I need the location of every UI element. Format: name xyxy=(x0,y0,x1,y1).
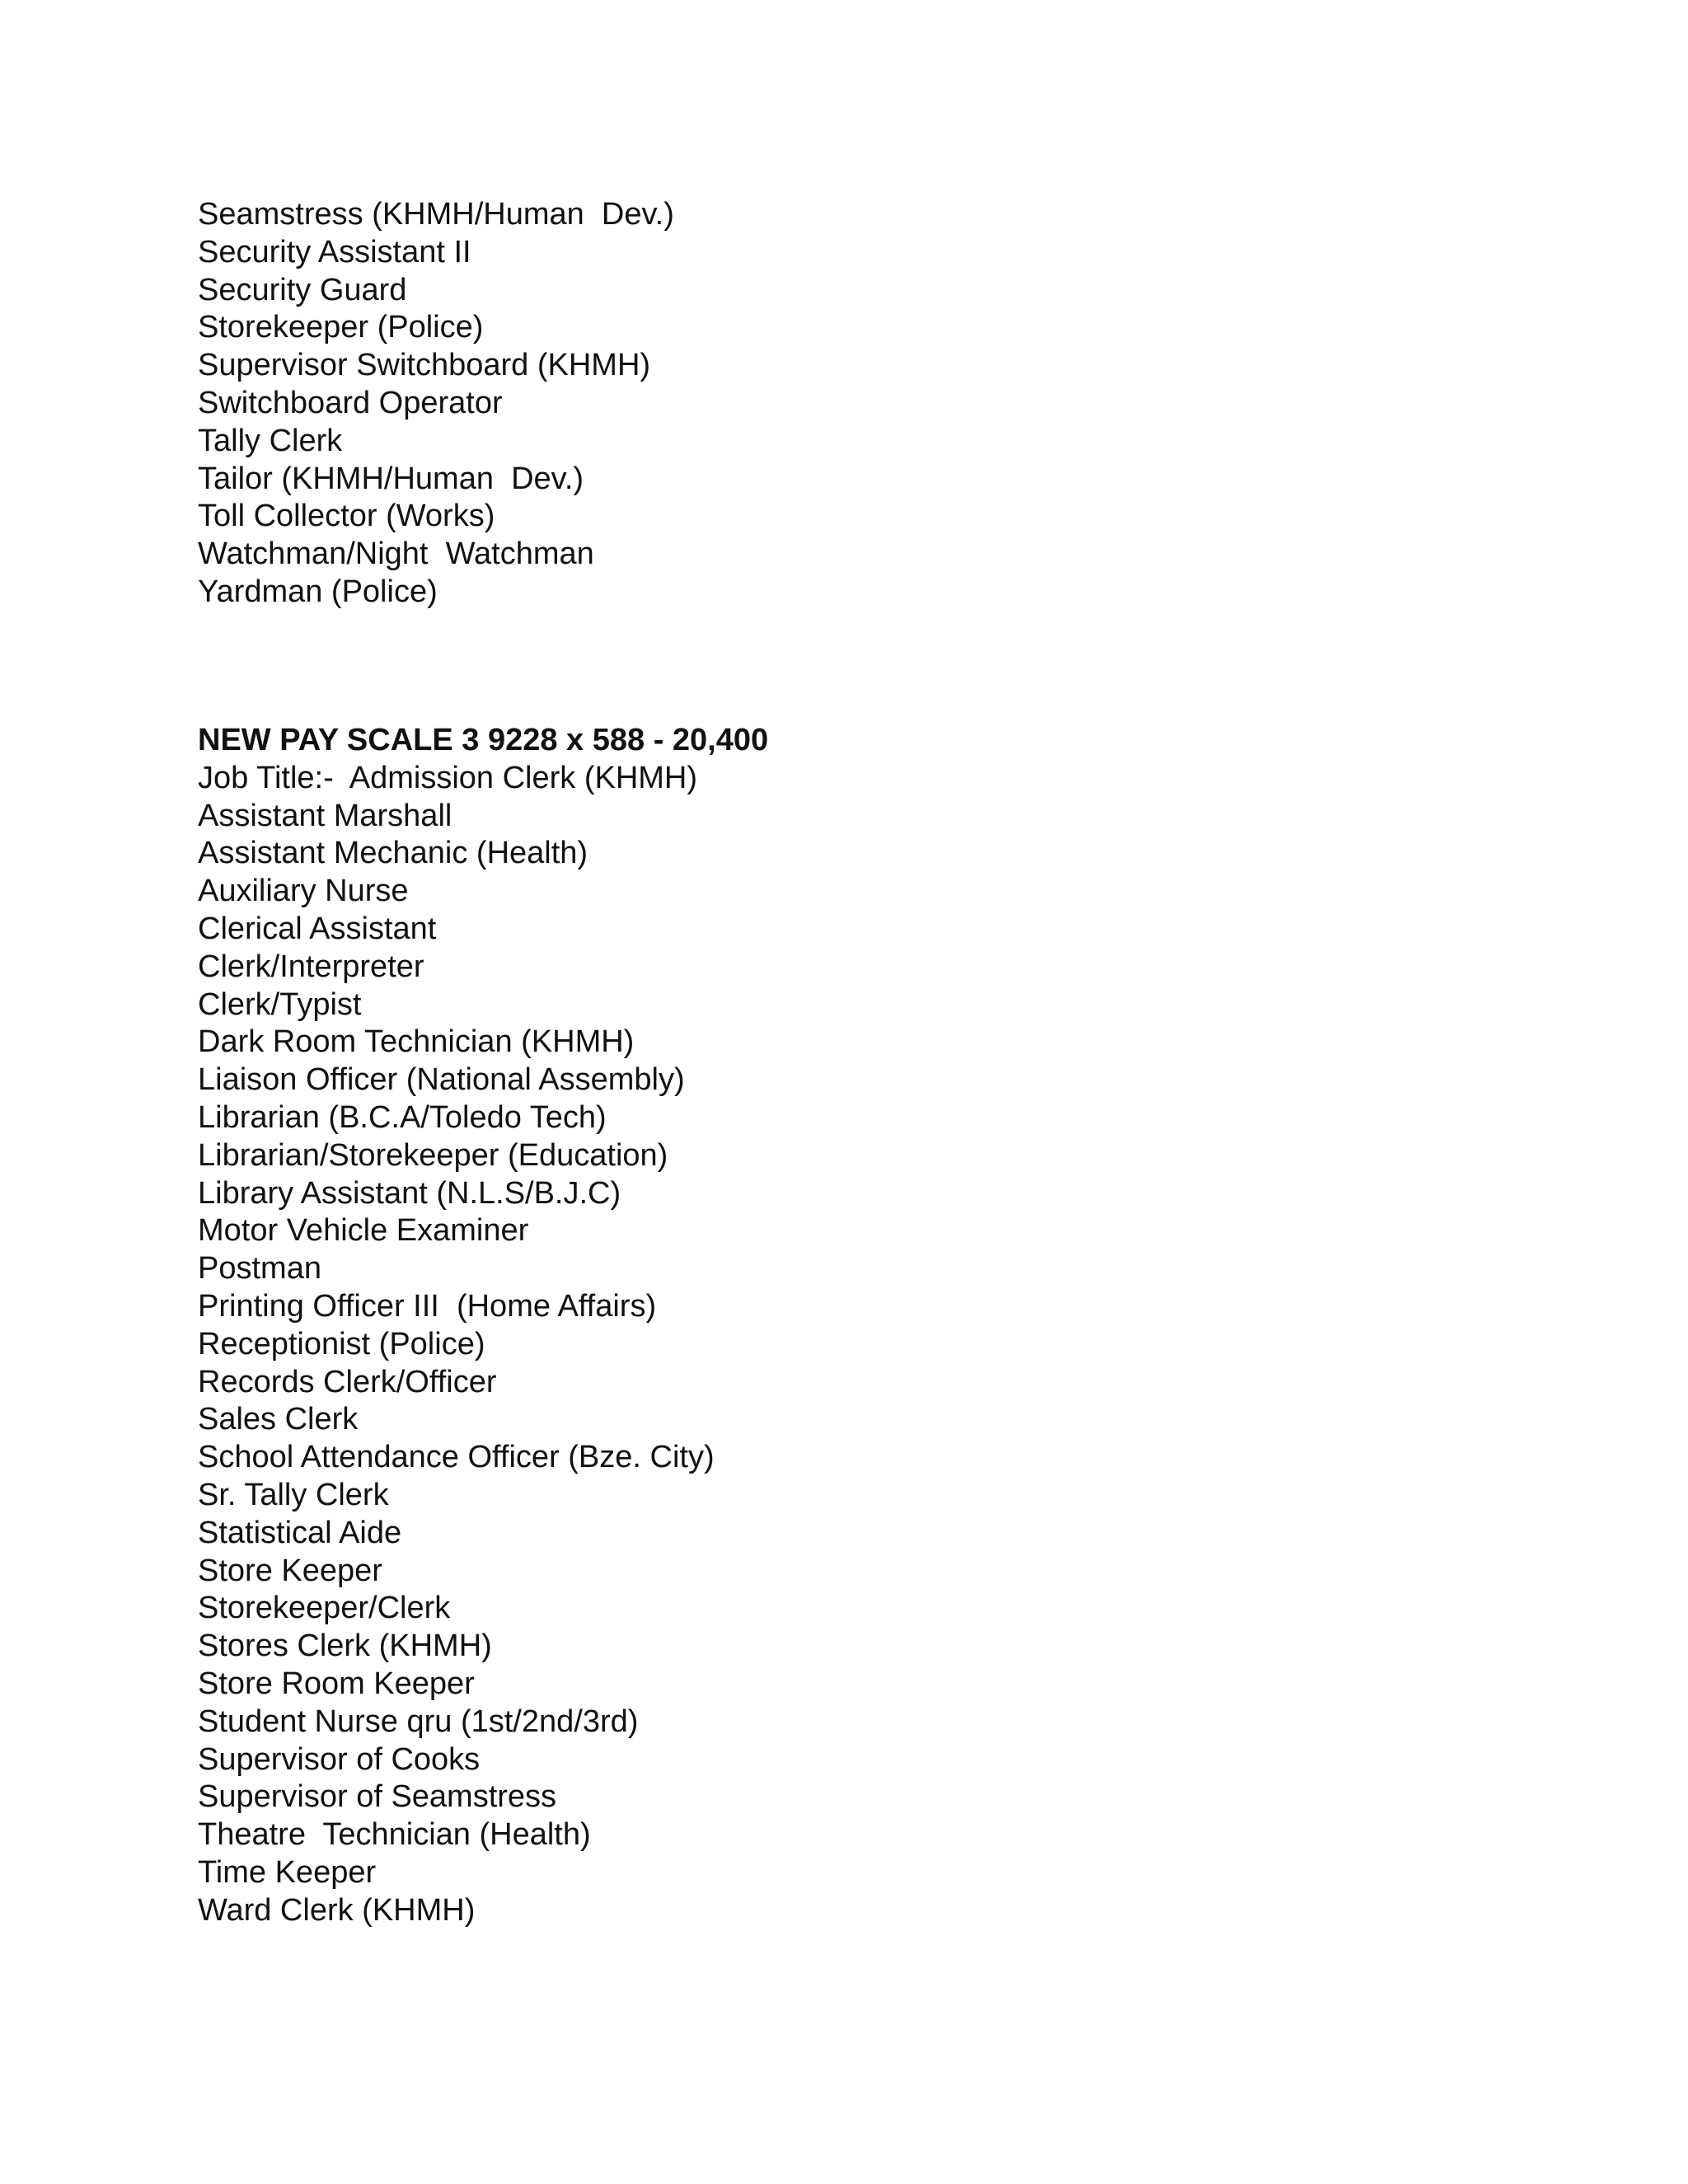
list-item: Store Room Keeper xyxy=(198,1666,475,1701)
list-item: Time Keeper xyxy=(198,1854,377,1890)
list-item: Watchman/Night Watchman xyxy=(198,537,594,572)
list-item: Security Assistant II xyxy=(198,234,471,269)
job-title-list-continued xyxy=(198,196,674,612)
list-item: Storekeeper/Clerk xyxy=(198,1591,451,1626)
list-item: Dark Room Technician (KHMH) xyxy=(198,1024,635,1060)
list-item: Assistant Marshall xyxy=(198,798,452,833)
list-item: Printing Officer III (Home Affairs) xyxy=(198,1288,657,1324)
list-item: Yardman (Police) xyxy=(198,574,438,609)
list-item: Tailor (KHMH/Human Dev.) xyxy=(198,461,584,496)
list-item: Auxiliary Nurse xyxy=(198,874,409,909)
list-item: Liaison Officer (National Assembly) xyxy=(198,1062,685,1098)
pay-scale-heading: NEW PAY SCALE 3 9228 x 588 - 20,400 xyxy=(198,723,769,757)
pay-scale-section xyxy=(198,722,768,1930)
list-item: Supervisor of Seamstress xyxy=(198,1779,557,1815)
list-item: Ward Clerk (KHMH) xyxy=(198,1892,476,1928)
list-item: Clerk/Interpreter xyxy=(198,949,424,984)
list-item: Librarian/Storekeeper (Education) xyxy=(198,1137,668,1173)
list-item: Clerk/Typist xyxy=(198,987,362,1022)
list-item: Receptionist (Police) xyxy=(198,1326,485,1361)
job-title-list xyxy=(198,798,768,1930)
list-item: Librarian (B.C.A/Toledo Tech) xyxy=(198,1099,607,1135)
list-item: Statistical Aide xyxy=(198,1515,402,1550)
list-item: School Attendance Officer (Bze. City) xyxy=(198,1440,715,1475)
list-item: Tally Clerk xyxy=(198,423,343,458)
list-item: Store Keeper xyxy=(198,1553,382,1588)
list-item: Theatre Technician (Health) xyxy=(198,1817,591,1853)
list-item: Library Assistant (N.L.S/B.J.C) xyxy=(198,1175,621,1211)
list-item: Storekeeper (Police) xyxy=(198,310,484,345)
list-item: Records Clerk/Officer xyxy=(198,1364,497,1399)
list-item: Clerical Assistant xyxy=(198,911,437,946)
list-item: Motor Vehicle Examiner xyxy=(198,1213,529,1249)
list-item: Seamstress (KHMH/Human Dev.) xyxy=(198,197,674,232)
job-title-line: Job Title:- Admission Clerk (KHMH) xyxy=(198,760,698,795)
list-item: Sr. Tally Clerk xyxy=(198,1477,389,1512)
list-item: Switchboard Operator xyxy=(198,385,503,420)
list-item: Stores Clerk (KHMH) xyxy=(198,1629,492,1664)
list-item: Postman xyxy=(198,1251,321,1286)
list-item: Security Guard xyxy=(198,272,407,307)
list-item: Supervisor of Cooks xyxy=(198,1741,481,1777)
list-item: Toll Collector (Works) xyxy=(198,499,495,534)
list-item: Sales Clerk xyxy=(198,1402,359,1437)
list-item: Supervisor Switchboard (KHMH) xyxy=(198,348,651,383)
list-item: Assistant Mechanic (Health) xyxy=(198,836,588,871)
list-item: Student Nurse qru (1st/2nd/3rd) xyxy=(198,1704,639,1739)
